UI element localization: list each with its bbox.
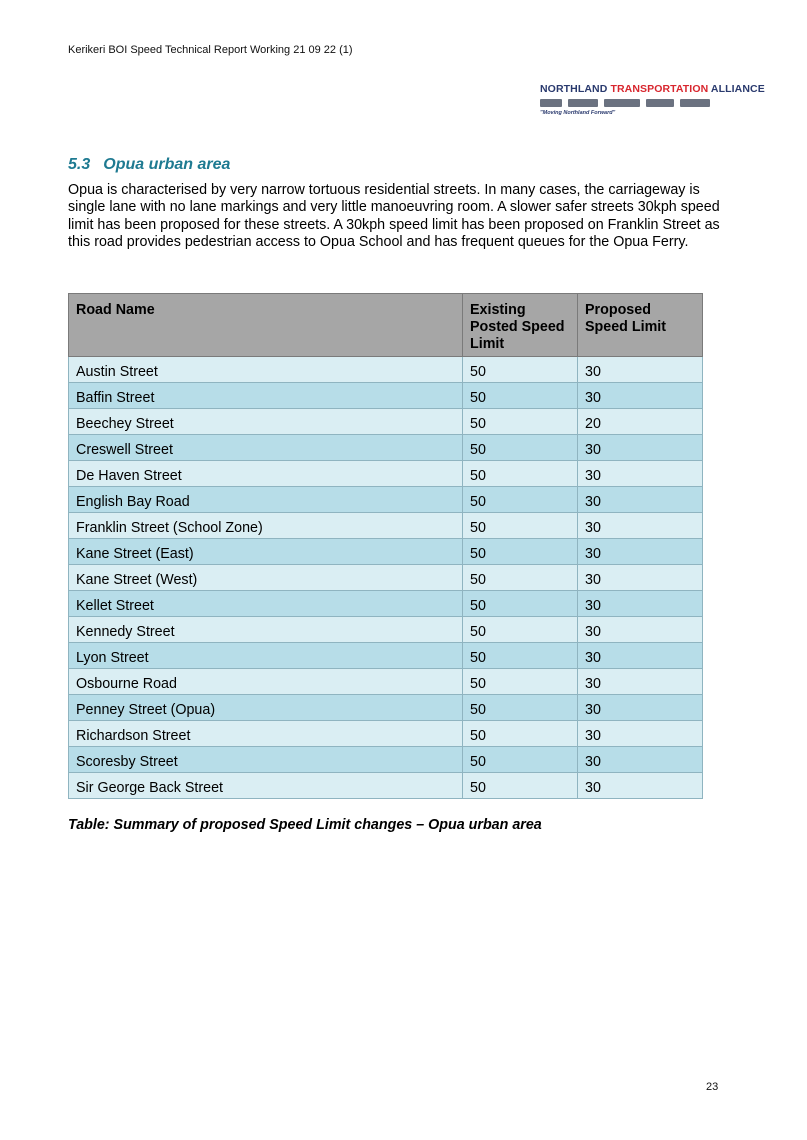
table-row — [69, 695, 703, 721]
table-row — [69, 409, 703, 435]
proposed-limit-cell: 30 — [578, 513, 703, 539]
proposed-limit-cell: 30 — [578, 461, 703, 487]
logo-tagline: "Moving Northland Forward" — [540, 110, 616, 116]
table-row — [69, 461, 703, 487]
logo-title: NORTHLAND TRANSPORTATION ALLIANCE — [540, 83, 765, 95]
existing-limit-cell: 50 — [463, 643, 578, 669]
proposed-limit-cell: 30 — [578, 487, 703, 513]
partner-logo-icon — [604, 99, 640, 107]
proposed-limit-cell: 30 — [578, 565, 703, 591]
road-name-cell: Osbourne Road — [69, 669, 463, 695]
table-row — [69, 357, 703, 383]
road-name-cell: Sir George Back Street — [69, 773, 463, 799]
proposed-limit-cell: 30 — [578, 721, 703, 747]
proposed-limit-cell: 30 — [578, 643, 703, 669]
proposed-limit-cell: 30 — [578, 617, 703, 643]
section-intro-paragraph: Opua is characterised by very narrow tortuous residential streets. In many cases, the carriageway is single lane with no lane markings and very little manoeuvring room. A slower safer streets 30kph speed limit has been proposed for these streets. A 30kph speed limit has been proposed on Franklin Street as this road provides pedestrian access to Opua School and has frequent queues for the Opua Ferry. — [68, 182, 720, 251]
proposed-limit-cell: 20 — [578, 409, 703, 435]
existing-limit-cell: 50 — [463, 565, 578, 591]
road-name-cell: Lyon Street — [69, 643, 463, 669]
table-row — [69, 565, 703, 591]
logo-partner-marks — [540, 97, 712, 109]
road-name-cell: Creswell Street — [69, 435, 463, 461]
table-row — [69, 383, 703, 409]
partner-logo-icon — [646, 99, 674, 107]
table-row — [69, 669, 703, 695]
proposed-limit-cell: 30 — [578, 773, 703, 799]
road-name-cell: Scoresby Street — [69, 747, 463, 773]
table-body — [69, 357, 703, 799]
proposed-limit-cell: 30 — [578, 669, 703, 695]
proposed-limit-cell: 30 — [578, 747, 703, 773]
existing-limit-cell: 50 — [463, 669, 578, 695]
table-row — [69, 513, 703, 539]
table-row — [69, 773, 703, 799]
northland-transportation-alliance-logo — [540, 83, 765, 120]
existing-limit-cell: 50 — [463, 773, 578, 799]
existing-limit-cell: 50 — [463, 591, 578, 617]
table-row — [69, 539, 703, 565]
proposed-limit-cell: 30 — [578, 539, 703, 565]
page-number: 23 — [706, 1081, 719, 1093]
road-name-cell: English Bay Road — [69, 487, 463, 513]
road-name-cell: Kennedy Street — [69, 617, 463, 643]
partner-logo-icon — [540, 99, 562, 107]
road-name-cell: Baffin Street — [69, 383, 463, 409]
section-number: 5.3 — [68, 156, 91, 173]
road-name-cell: Kellet Street — [69, 591, 463, 617]
section-title: Opua urban area — [103, 156, 231, 173]
road-name-cell: Richardson Street — [69, 721, 463, 747]
section-heading — [68, 156, 230, 174]
existing-limit-cell: 50 — [463, 617, 578, 643]
existing-limit-cell: 50 — [463, 461, 578, 487]
existing-limit-cell: 50 — [463, 513, 578, 539]
column-header-proposed-limit: Proposed Speed Limit — [578, 294, 703, 357]
column-header-existing-limit: Existing Posted Speed Limit — [463, 294, 578, 357]
table-row — [69, 435, 703, 461]
proposed-limit-cell: 30 — [578, 591, 703, 617]
existing-limit-cell: 50 — [463, 747, 578, 773]
road-name-cell: De Haven Street — [69, 461, 463, 487]
table-row — [69, 747, 703, 773]
partner-logo-icon — [680, 99, 710, 107]
table-header-row — [69, 294, 703, 357]
table-caption: Table: Summary of proposed Speed Limit changes – Opua urban area — [68, 817, 542, 833]
road-name-cell: Kane Street (East) — [69, 539, 463, 565]
table-row — [69, 643, 703, 669]
road-name-cell: Kane Street (West) — [69, 565, 463, 591]
existing-limit-cell: 50 — [463, 487, 578, 513]
table-row — [69, 591, 703, 617]
existing-limit-cell: 50 — [463, 383, 578, 409]
partner-logo-icon — [568, 99, 598, 107]
proposed-limit-cell: 30 — [578, 695, 703, 721]
existing-limit-cell: 50 — [463, 409, 578, 435]
road-name-cell: Penney Street (Opua) — [69, 695, 463, 721]
proposed-limit-cell: 30 — [578, 357, 703, 383]
existing-limit-cell: 50 — [463, 721, 578, 747]
road-name-cell: Beechey Street — [69, 409, 463, 435]
speed-limit-table — [68, 293, 703, 799]
existing-limit-cell: 50 — [463, 357, 578, 383]
proposed-limit-cell: 30 — [578, 435, 703, 461]
existing-limit-cell: 50 — [463, 539, 578, 565]
table-row — [69, 617, 703, 643]
road-name-cell: Austin Street — [69, 357, 463, 383]
table-row — [69, 487, 703, 513]
document-header: Kerikeri BOI Speed Technical Report Working 21 09 22 (1) — [68, 44, 353, 56]
road-name-cell: Franklin Street (School Zone) — [69, 513, 463, 539]
table-row — [69, 721, 703, 747]
existing-limit-cell: 50 — [463, 435, 578, 461]
column-header-road-name: Road Name — [69, 294, 463, 357]
existing-limit-cell: 50 — [463, 695, 578, 721]
proposed-limit-cell: 30 — [578, 383, 703, 409]
